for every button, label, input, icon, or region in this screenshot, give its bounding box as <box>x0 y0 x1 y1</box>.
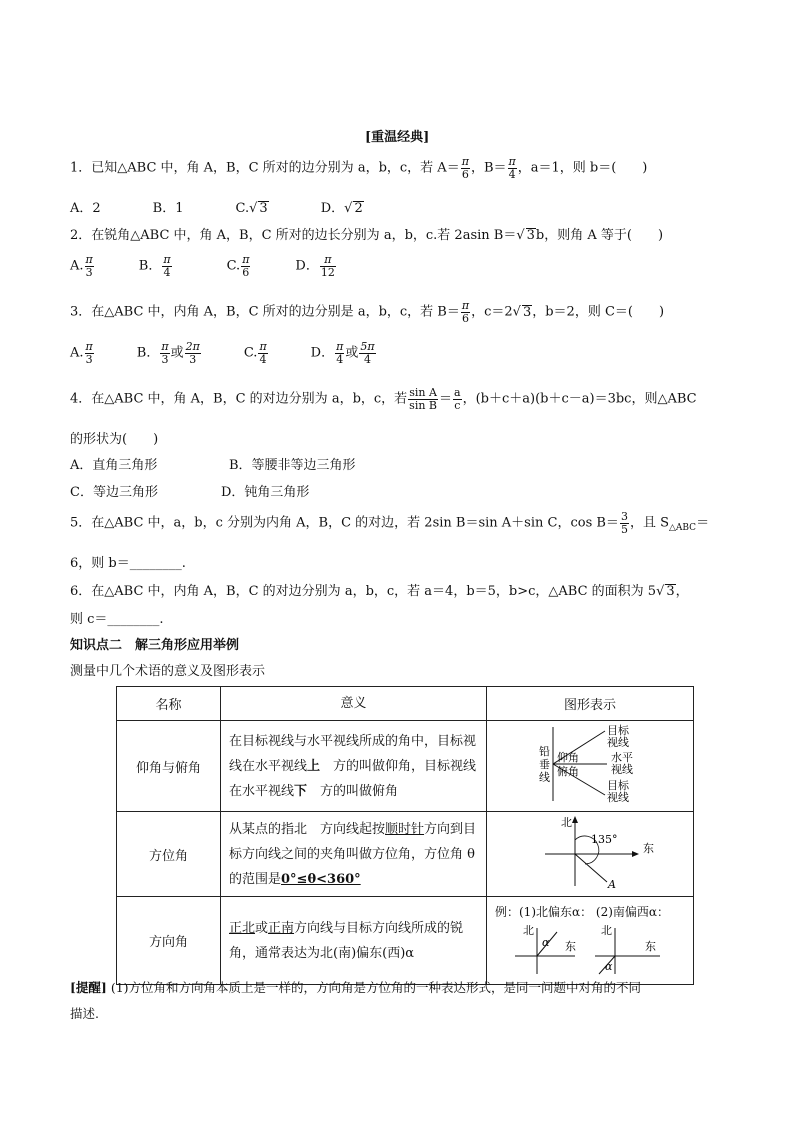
th-figure: 图形表示 <box>487 687 694 721</box>
q1-opt-a: A．2 <box>70 201 101 216</box>
q4-frac-sin <box>408 387 438 411</box>
row1-meaning-down: 下 <box>294 783 308 799</box>
q3-radicand: 3 <box>522 304 532 320</box>
q6-line2: 则 c＝________. <box>70 612 164 627</box>
q5-frac-num: 3 <box>620 510 628 523</box>
q4-line2: 的形状为( ) <box>70 432 159 447</box>
q1-stem-a: 1．已知△ABC 中，角 A，B，C 所对的边分别为 a，b，c，若 A＝ <box>70 160 460 176</box>
q2-frac-b <box>162 254 171 278</box>
q3-stem-a: 3．在△ABC 中，内角 A，B，C 所对的边分别是 a，b，c，若 B＝ <box>70 304 460 320</box>
q1-opt-d: D． <box>320 201 345 216</box>
q3-frac <box>461 300 470 324</box>
direction-angle-diagram <box>495 920 685 976</box>
q3-frac-b2 <box>185 341 201 365</box>
q3-frac-c-den: 4 <box>259 352 267 366</box>
q2-frac-b-num: π <box>163 253 171 266</box>
q3-opt-b: B． <box>136 345 160 361</box>
reminder-label: [提醒] <box>70 980 107 995</box>
row2-meaning-a: 从某点的指北 <box>229 821 308 837</box>
q2-frac-d-den: 12 <box>320 265 335 279</box>
row3-meaning-south: 正南 <box>268 920 295 936</box>
th-meaning: 意义 <box>221 687 487 721</box>
q2-frac-d-num: π <box>320 254 336 267</box>
question-1 <box>70 156 647 180</box>
q2-stem-end: b，则角 A 等于( ) <box>535 228 664 243</box>
q2-options <box>70 254 337 278</box>
q5-stem-a: 5．在△ABC 中，a，b，c 分别为内角 A，B，C 的对边，若 2sin B＝sin A＋sin C，cos B＝ <box>70 515 619 531</box>
reminder-note <box>70 978 641 996</box>
q3-or-b: 或 <box>170 345 184 361</box>
fig-left-alpha: α <box>542 936 550 949</box>
sqrt-symbol: √ <box>344 201 353 216</box>
question-2 <box>70 224 663 243</box>
q2-frac-c-den: 6 <box>242 265 250 279</box>
q3-frac-b1 <box>160 341 169 365</box>
q2-frac-a <box>85 254 94 278</box>
row2-meaning <box>221 812 487 897</box>
q1-frac-a <box>461 156 470 180</box>
q6-radicand: 3 <box>666 584 675 599</box>
q3-frac-b1-den: 3 <box>161 352 169 366</box>
fig-target-2: 目标 <box>607 779 629 792</box>
row3-meaning <box>221 897 487 985</box>
q4-option-c: C．等边三角形 <box>70 485 158 500</box>
fig-right-east: 东 <box>645 940 656 953</box>
sqrt-symbol: √ <box>249 201 258 216</box>
q3-frac-b2-num: 2π <box>185 340 200 353</box>
terms-table <box>116 686 694 985</box>
row2-name: 方位角 <box>117 812 221 897</box>
north-arrow-icon <box>572 816 578 823</box>
q4-frac-sin-num: sin A <box>409 386 437 399</box>
q4-stem-a: 4．在△ABC 中，角 A，B，C 的对边分别为 a，b，c，若 <box>70 391 408 407</box>
q3-opt-c: C. <box>243 345 258 361</box>
q1-frac-b <box>508 156 517 180</box>
q3-frac-d1-den: 4 <box>336 352 344 366</box>
fig-north: 北 <box>561 816 572 829</box>
q5-subscript: △ABC <box>668 523 697 534</box>
q1-frac-a-den: 6 <box>461 167 469 181</box>
question-4: 4．在△ABC 中，角 A，B，C 的对边分别为 a，b，c，若 $\frac{\text{sin A}}{\text{sin B}}$ ＝ $\frac{a}{c}$ ，(b＋c＋a)(b＋c－a)＝3bc，则△ABC <box>70 386 697 412</box>
q3-frac-d1 <box>335 341 344 365</box>
q4-option-d: D．钝角三角形 <box>221 485 310 500</box>
east-arrow-icon <box>632 851 639 857</box>
question-5 <box>70 511 709 535</box>
kp2-title: 知识点二 解三角形应用举例 <box>70 638 240 653</box>
q4-frac-sin-den: sin B <box>409 398 437 412</box>
row3-meaning-acute: 锐 <box>450 920 464 936</box>
q5-frac <box>620 511 629 535</box>
fig-plumb-2: 垂 <box>539 758 550 771</box>
q1-stem-c: ，a＝1，则 b＝( ) <box>517 160 648 176</box>
q4-option-a: A．直角三角形 <box>70 458 158 473</box>
question-6 <box>70 580 689 599</box>
q3-frac-d2-num: 5π <box>360 340 375 353</box>
fig-left-north: 北 <box>523 924 534 937</box>
fig-right-alpha: α <box>605 960 613 973</box>
row1-name: 仰角与俯角 <box>117 721 221 812</box>
q3-frac-d1-num: π <box>336 340 344 353</box>
target-direction-line <box>575 854 607 882</box>
fig-point-a: A <box>608 878 616 890</box>
row2-meaning-c: 方向到目标方向线之间的夹角叫做方位角，方位角 θ 的范围是 <box>229 821 477 887</box>
q3-frac-c-num: π <box>259 340 267 353</box>
question-3 <box>70 300 664 324</box>
kp2-subtitle: 测量中几个术语的意义及图形表示 <box>70 664 266 679</box>
q6-stem-a: 6．在△ABC 中，内角 A，B，C 的对边分别为 a，b，c，若 a＝4，b＝5，b>c，△ABC 的面积为 5 <box>70 584 657 599</box>
reminder-text-2: 描述. <box>70 1006 99 1021</box>
q3-frac-c <box>258 341 267 365</box>
row1-meaning-c: 方的叫做俯角 <box>307 783 399 799</box>
fig-angle-135: 135° <box>591 833 618 846</box>
q4-stem-b: ，(b＋c＋a)(b＋c－a)＝3bc，则△ABC <box>462 391 697 407</box>
table-row-direction <box>117 897 694 985</box>
q2-radicand: 3 <box>526 228 535 243</box>
q2-frac-d <box>320 254 336 278</box>
q3-frac-a-num: π <box>85 340 93 353</box>
q6-stem-b: ， <box>675 584 689 599</box>
row1-meaning <box>221 721 487 812</box>
q2-frac-c-num: π <box>242 253 250 266</box>
q4-frac-ac <box>453 387 462 411</box>
row2-meaning-b: 方向线起按 <box>307 821 386 837</box>
row3-meaning-a: 方向线与目标方向线所成的 <box>294 920 451 936</box>
q3-frac-num: π <box>461 299 470 312</box>
reminder-text-1: (1)方位角和方向角本质上是一样的，方向角是方位角的一种表达形式，是同一问题中对角的不同 <box>110 980 642 995</box>
q3-opt-a: A. <box>70 345 84 361</box>
fig-left-east: 东 <box>565 940 576 953</box>
row3-name: 方向角 <box>117 897 221 985</box>
q3-frac-a <box>85 341 94 365</box>
q3-frac-a-den: 3 <box>85 352 93 366</box>
q4-option-b: B．等腰非等边三角形 <box>229 458 356 473</box>
row2-figure <box>487 812 694 897</box>
q3-options <box>70 341 377 365</box>
elevation-depression-diagram <box>495 723 685 805</box>
row3-meaning-north: 正北 <box>229 920 256 936</box>
q3-frac-b2-den: 3 <box>189 352 197 366</box>
q5-line2: 6，则 b＝________. <box>70 556 186 571</box>
q3-opt-d: D． <box>310 345 335 361</box>
q1-frac-a-num: π <box>461 155 469 168</box>
q1-options <box>70 197 364 216</box>
q4-frac-ac-num: a <box>454 386 461 399</box>
q1-opt-b: B．1 <box>152 201 184 216</box>
q2-opt-c: C. <box>226 258 241 274</box>
fig-plumb-3: 线 <box>539 771 550 784</box>
row3-meaning-b: 角，通常表达为北(南)偏东(西)α <box>229 920 477 961</box>
fig-plumb-1: 铅 <box>539 745 550 758</box>
q1-frac-b-den: 4 <box>508 167 516 181</box>
table-row-azimuth <box>117 812 694 897</box>
q2-frac-a-den: 3 <box>85 265 93 279</box>
table-row-elevation <box>117 721 694 812</box>
q2-opt-a: A. <box>70 258 84 274</box>
q5-stem-b: ，且 S <box>629 515 669 531</box>
q1-opt-c-radicand: 3 <box>259 201 268 216</box>
fig-right-north: 北 <box>601 924 612 937</box>
fig-horizontal-2: 视线 <box>611 763 633 776</box>
q1-frac-b-num: π <box>508 155 516 168</box>
q2-frac-b-den: 4 <box>163 265 171 279</box>
q2-opt-d: D． <box>295 258 319 274</box>
azimuth-diagram <box>495 814 685 890</box>
sqrt-symbol: √ <box>512 304 521 320</box>
q3-stem-b: ，c＝2 <box>471 304 513 320</box>
q1-opt-c: C. <box>235 201 250 216</box>
q2-frac-c <box>241 254 250 278</box>
fig-horizontal-1: 水平 <box>611 751 633 764</box>
q3-frac-den: 6 <box>461 311 469 325</box>
q5-frac-den: 5 <box>620 522 628 536</box>
fig-sight-2: 视线 <box>607 791 629 804</box>
row1-meaning-up: 上 <box>307 758 321 774</box>
q3-stem-c: ，b＝2，则 C＝( ) <box>532 304 665 320</box>
q2-opt-b: B． <box>138 258 162 274</box>
row1-figure <box>487 721 694 812</box>
sqrt-symbol: √ <box>516 228 525 243</box>
row2-meaning-cw: 顺时针 <box>385 821 425 837</box>
fig-elevation: 仰角 <box>557 751 579 764</box>
row2-meaning-range: 0°≤θ<360° <box>281 871 361 887</box>
q3-frac-d2 <box>359 341 375 365</box>
fig-target-1: 目标 <box>607 724 629 737</box>
q1-opt-d-radicand: 2 <box>354 201 363 216</box>
q4-frac-ac-den: c <box>454 398 461 412</box>
q2-stem: 2．在锐角△ABC 中，角 A，B，C 所对的边长分别为 a，b，c.若 2asin B＝ <box>70 228 517 243</box>
fig-sight-1: 视线 <box>607 736 629 749</box>
row1-meaning-a: 在目标视线与水平视线所成的角中，目标视线在水平视线 <box>229 733 477 774</box>
sqrt-symbol: √ <box>656 584 665 599</box>
q3-or-d: 或 <box>345 345 359 361</box>
q5-stem-c: ＝ <box>696 515 710 531</box>
table-header-row <box>117 687 694 721</box>
q1-stem-b: ，B＝ <box>470 160 507 176</box>
row3-meaning-or: 或 <box>255 920 269 936</box>
th-name: 名称 <box>117 687 221 721</box>
q2-frac-a-num: π <box>85 253 93 266</box>
row3-figure <box>487 897 694 985</box>
q3-frac-d2-den: 4 <box>363 352 371 366</box>
section-title: [重温经典] <box>365 130 430 145</box>
fig-example-label: 例：(1)北偏东α： (2)南偏西α： <box>495 905 670 919</box>
row1-meaning-b: 方的叫做仰角，目标视线在水平视线 <box>229 758 477 799</box>
fig-depression: 俯角 <box>557 765 579 778</box>
q3-frac-b1-num: π <box>161 340 169 353</box>
fig-east: 东 <box>643 842 654 855</box>
